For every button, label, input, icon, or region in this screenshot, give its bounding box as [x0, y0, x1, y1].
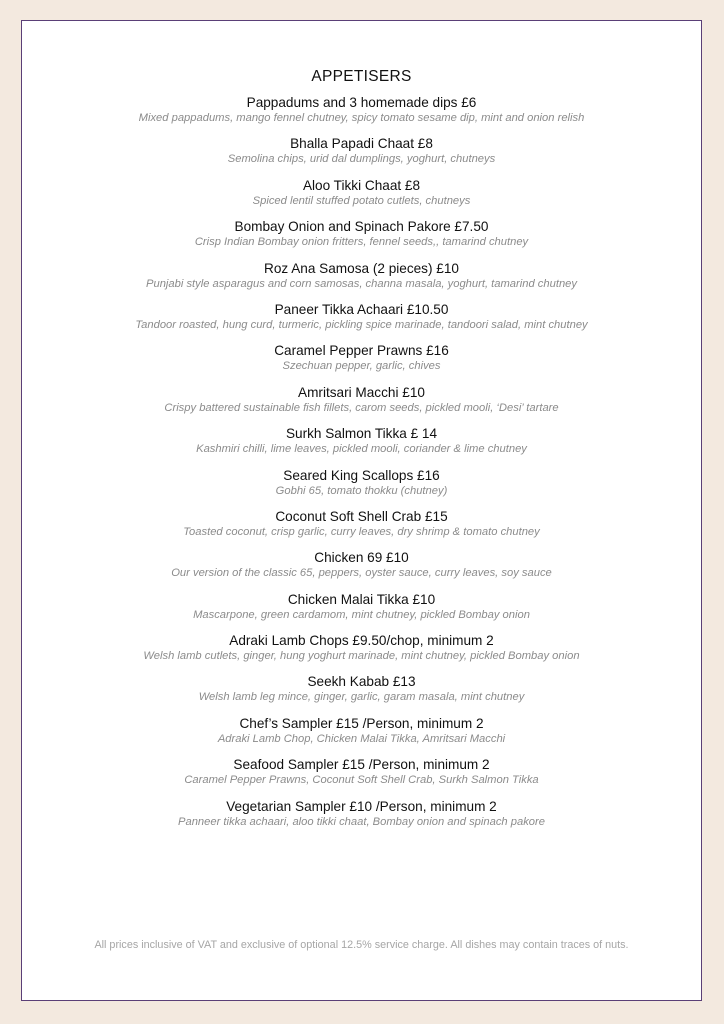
menu-item-description: Szechuan pepper, garlic, chives: [282, 360, 441, 373]
menu-item-description: Adraki Lamb Chop, Chicken Malai Tikka, Amritsari Macchi: [217, 732, 506, 745]
menu-item: [22, 384, 701, 425]
menu-item-name: Surkh Salmon Tikka £ 14: [285, 426, 438, 442]
menu-item: [22, 715, 701, 756]
menu-item-description: Crispy battered sustainable fish fillets, carom seeds, pickled mooli, ‘Desi’ tartare: [164, 401, 559, 414]
menu-item-name: Seafood Sampler £15 /Person, minimum 2: [233, 757, 490, 773]
menu-item: [22, 135, 701, 176]
menu-item: [22, 756, 701, 797]
menu-item-description: Semolina chips, urid dal dumplings, yoghurt, chutneys: [227, 153, 496, 166]
menu-item: [22, 342, 701, 383]
menu-item: [22, 467, 701, 508]
menu-items-list: [22, 94, 701, 839]
menu-item: [22, 632, 701, 673]
menu-page: [21, 20, 702, 1001]
menu-item-name: Seared King Scallops £16: [283, 467, 440, 483]
menu-item-description: Welsh lamb leg mince, ginger, garlic, garam masala, mint chutney: [198, 691, 525, 704]
menu-item: [22, 94, 701, 135]
menu-item-name: Chicken Malai Tikka £10: [287, 591, 436, 607]
menu-item-description: Mixed pappadums, mango fennel chutney, spicy tomato sesame dip, mint and onion relish: [138, 112, 585, 124]
menu-item: [22, 591, 701, 632]
menu-item-description: Gobhi 65, tomato thokku (chutney): [275, 484, 448, 497]
section-title: APPETISERS: [311, 68, 412, 85]
menu-item: [22, 218, 701, 259]
menu-item: [22, 508, 701, 549]
menu-item-description: Kashmiri chilli, lime leaves, pickled mooli, coriander & lime chutney: [196, 443, 527, 456]
menu-item-description: Our version of the classic 65, peppers, oyster sauce, curry leaves, soy sauce: [171, 567, 552, 580]
menu-item-description: Toasted coconut, crisp garlic, curry leaves, dry shrimp & tomato chutney: [183, 525, 540, 538]
menu-item-name: Bombay Onion and Spinach Pakore £7.50: [234, 219, 489, 235]
menu-item-name: Roz Ana Samosa (2 pieces) £10: [264, 260, 459, 276]
menu-item: [22, 673, 701, 714]
menu-item-name: Adraki Lamb Chops £9.50/chop, minimum 2: [229, 633, 494, 649]
menu-item: [22, 798, 701, 839]
menu-item: [22, 177, 701, 218]
menu-item-description: Panneer tikka achaari, aloo tikki chaat, Bombay onion and spinach pakore: [178, 815, 545, 828]
menu-item-name: Pappadums and 3 homemade dips £6: [246, 95, 477, 110]
menu-item: [22, 301, 701, 342]
menu-item: [22, 260, 701, 301]
menu-item-description: Caramel Pepper Prawns, Coconut Soft Shell Crab, Surkh Salmon Tikka: [184, 774, 539, 787]
menu-item-name: Seekh Kabab £13: [307, 674, 416, 690]
menu-item-description: Spiced lentil stuffed potato cutlets, chutneys: [252, 194, 471, 207]
menu-item-description: Tandoor roasted, hung curd, turmeric, pickling spice marinade, tandoori salad, mint chutney: [135, 318, 588, 331]
menu-item-name: Coconut Soft Shell Crab £15: [275, 508, 448, 524]
menu-item-name: Caramel Pepper Prawns £16: [274, 343, 449, 359]
menu-item-description: Welsh lamb cutlets, ginger, hung yoghurt marinade, mint chutney, pickled Bombay onion: [143, 650, 580, 663]
menu-item: [22, 549, 701, 590]
menu-item-name: Bhalla Papadi Chaat £8: [290, 136, 433, 152]
menu-item-name: Chicken 69 £10: [314, 550, 409, 566]
footer-note: All prices inclusive of VAT and exclusive of optional 12.5% service charge. All dishes may contain traces of nuts.: [94, 939, 629, 951]
menu-item-name: Paneer Tikka Achaari £10.50: [274, 301, 449, 317]
menu-item-description: Mascarpone, green cardamom, mint chutney, pickled Bombay onion: [193, 608, 530, 621]
menu-item-description: Punjabi style asparagus and corn samosas, channa masala, yoghurt, tamarind chutney: [146, 277, 577, 290]
menu-item-name: Amritsari Macchi £10: [298, 384, 425, 400]
menu-item-name: Aloo Tikki Chaat £8: [302, 177, 421, 193]
menu-item-description: Crisp Indian Bombay onion fritters, fennel seeds,, tamarind chutney: [194, 236, 529, 249]
menu-item: [22, 425, 701, 466]
menu-item-name: Chef’s Sampler £15 /Person, minimum 2: [239, 715, 484, 731]
menu-item-name: Vegetarian Sampler £10 /Person, minimum 2: [226, 798, 497, 814]
